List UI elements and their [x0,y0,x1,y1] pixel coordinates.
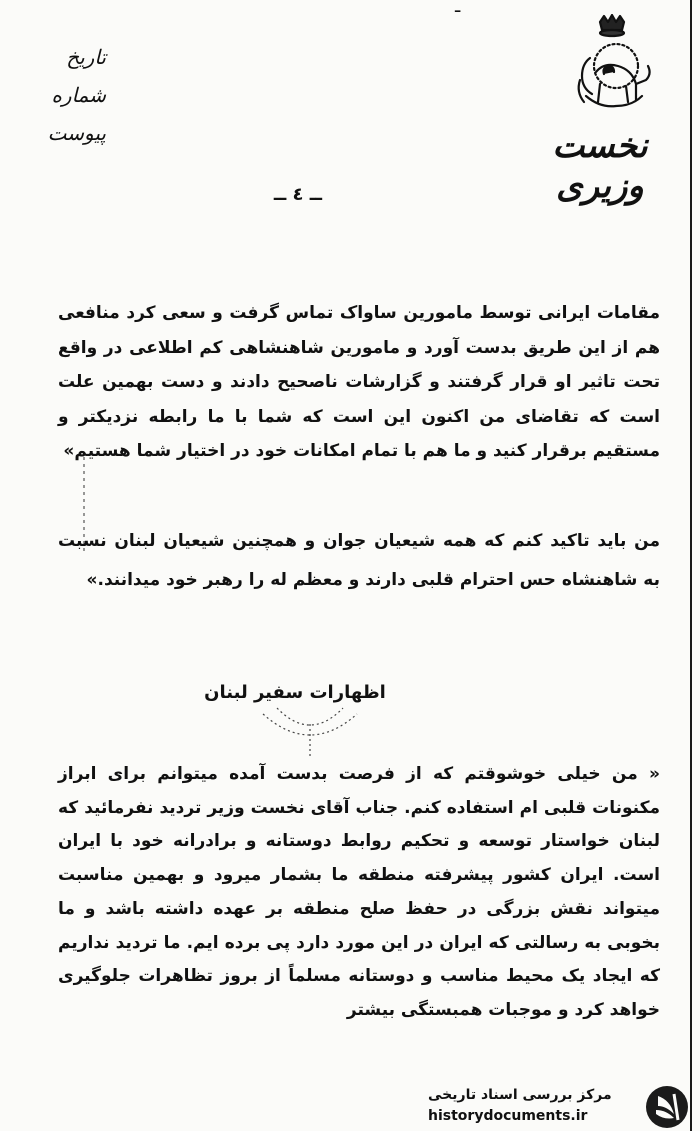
scan-edge-line [690,0,692,1131]
faint-stamp-mark [255,694,365,764]
archive-logo-icon [644,1084,690,1130]
archive-watermark [418,1084,692,1130]
header-meta-labels [36,38,106,152]
top-ink-mark: ـ [455,0,461,17]
office-title: نخست وزیری [552,126,648,206]
watermark-url: historydocuments.ir [428,1108,588,1124]
page-number: ــ ٤ ــ [273,184,323,205]
paragraph-1: مقامات ایرانی توسط مامورین ساواک تماس گرفت و سعی کرد منافعی هم از این طریق بدست آورد و مامورین شاهنشاهی کم اطلاعی در واقع تحت تاثیر او قرار گرفتند و گزارشات ناصحیح دادند و دست بهمین علت است که تقاضای من اکنون این است که شما با ما رابطه نزدیکتر و مستقیم برقرار کنید و ما هم با تمام امکانات خود در اختیار شما هستیم» [58,303,660,461]
section-heading: اظهارات سفیر لبنان [204,682,386,703]
date-label: تاریخ [66,45,106,69]
lion-and-sun-emblem-icon [560,14,660,124]
number-label: شماره [51,83,106,107]
watermark-name: مرکز بررسی اسناد تاریخی [428,1087,612,1103]
paragraph-2: من باید تاکید کنم که همه شیعیان جوان و همچنین شیعیان لبنان نسبت به شاهنشاه حس احترام قلبی دارند و معظم له را رهبر خود میدانند.» [58,531,660,590]
attachment-label: پیوست [47,121,106,145]
paragraph-3: « من خیلی خوشوقتم که از فرصت بدست آمده میتوانم برای ابراز مکنونات قلبی ام استفاده کنم. جناب آقای نخست وزیر تردید نفرمائید که لبنان خواستار توسعه و تحکیم روابط دوستانه و برادرانه خود با ایران است. ایران کشور پیشرفته منطقه ما بشمار میرود و بهمین مناسبت میتواند نقش بزرگی در حفظ صلح منطقه بر عهده داشته باشد و ما بخوبی به رسالتی که ایران در این مورد دارد پی برده ایم. ما تردید نداریم که ایجاد یک محیط مناسب و دوستانه مسلماً از بروز تظاهرات جلوگیری خواهد کرد و موجبات همبستگی بیشتر [58,764,660,1020]
